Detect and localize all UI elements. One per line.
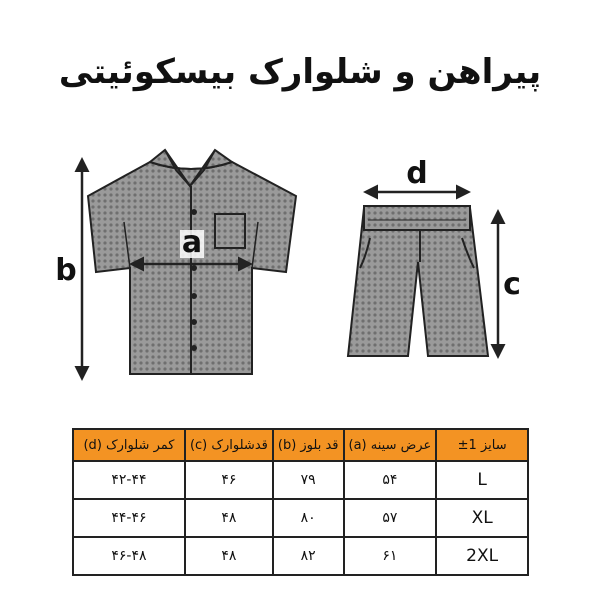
cell-shorts-length: ۴۸ [185, 537, 273, 575]
header-size: سایز 1± [436, 429, 528, 461]
header-chest: عرض سینه (a) [344, 429, 437, 461]
cell-size: L [436, 461, 528, 499]
table-header-row [73, 429, 528, 461]
cell-waist: ۴۲-۴۴ [73, 461, 185, 499]
table-row [73, 499, 528, 537]
cell-shorts-length: ۴۸ [185, 499, 273, 537]
table-row [73, 461, 528, 499]
cell-chest: ۵۴ [344, 461, 437, 499]
label-b: b [55, 253, 77, 288]
cell-shorts-length: ۴۶ [185, 461, 273, 499]
shorts-illustration [348, 206, 488, 356]
cell-chest: ۶۱ [344, 537, 437, 575]
cell-shirt-length: ۸۲ [273, 537, 344, 575]
size-table [72, 428, 529, 576]
dimension-c-arrow [498, 212, 521, 356]
cell-waist: ۴۴-۴۶ [73, 499, 185, 537]
label-d: d [406, 156, 428, 191]
cell-shirt-length: ۸۰ [273, 499, 344, 537]
dimension-d-arrow [366, 156, 468, 192]
header-shorts-length: قدشلوارک (c) [185, 429, 273, 461]
cell-waist: ۴۶-۴۸ [73, 537, 185, 575]
page-title: پیراهن و شلوارک بیسکوئیتی [58, 52, 542, 92]
cell-chest: ۵۷ [344, 499, 437, 537]
table-row [73, 537, 528, 575]
shirt-illustration [88, 150, 296, 374]
header-shirt-length: قد بلوز (b) [273, 429, 344, 461]
label-a: a [181, 225, 203, 260]
cell-shirt-length: ۷۹ [273, 461, 344, 499]
dimension-b-arrow [55, 160, 82, 378]
cell-size: XL [436, 499, 528, 537]
cell-size: 2XL [436, 537, 528, 575]
label-c: c [503, 267, 521, 302]
header-waist: کمر شلوارک (d) [73, 429, 185, 461]
